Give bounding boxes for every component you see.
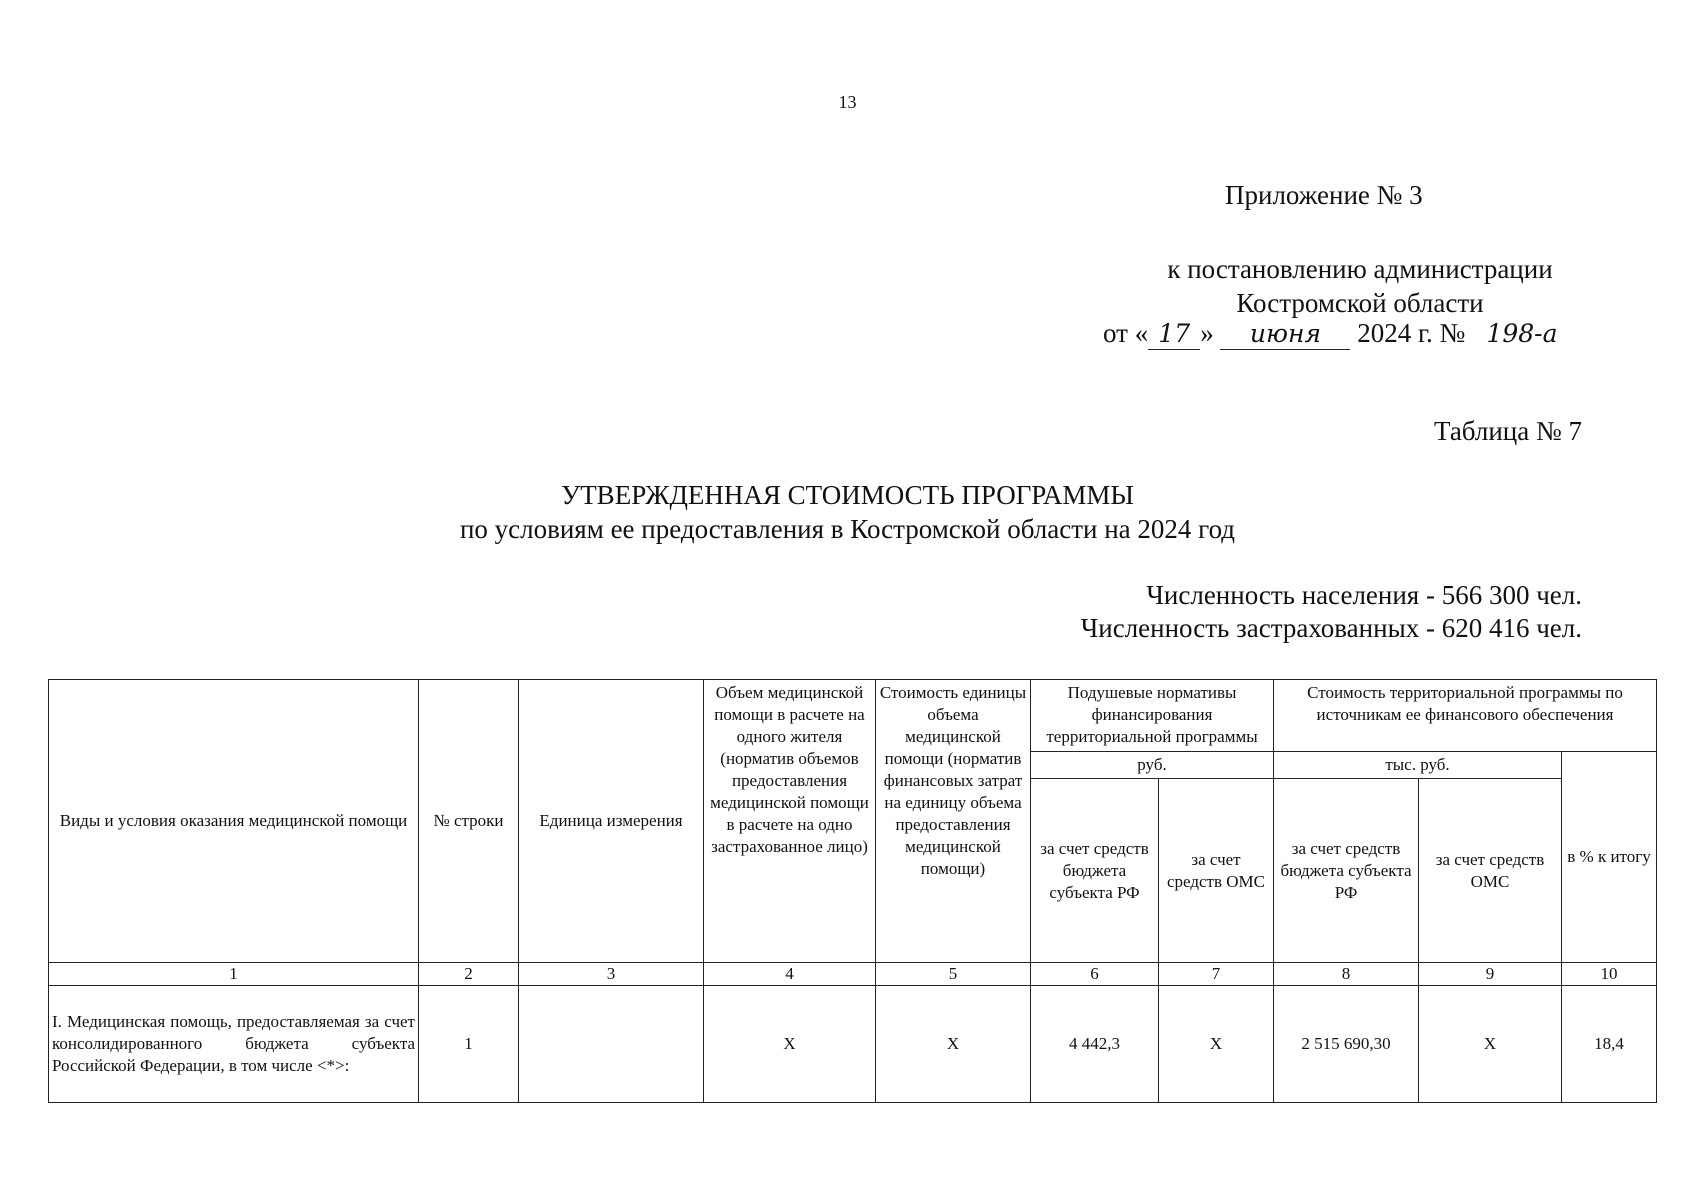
decree-line-2: Костромской области bbox=[1236, 288, 1484, 318]
table-row bbox=[49, 986, 1657, 1103]
row-name: I. Медицинская помощь, предоставляемая за счет консолидированного бюджета субъекта Российской Федерации, в том числе <*>: bbox=[49, 986, 419, 1103]
decree-date bbox=[1103, 318, 1572, 350]
population-total: Численность населения - 566 300 чел. bbox=[1146, 580, 1582, 610]
column-number-row bbox=[49, 963, 1657, 986]
header-budget-rf: за счет средств бюджета субъекта РФ bbox=[1031, 779, 1159, 963]
page-number: 13 bbox=[838, 92, 857, 112]
row-cost-budget: 2 515 690,30 bbox=[1274, 986, 1419, 1103]
row-number: 1 bbox=[419, 986, 519, 1103]
header-percent: в % к итогу bbox=[1562, 752, 1657, 963]
table-number: Таблица № 7 bbox=[1434, 416, 1582, 446]
row-percent: 18,4 bbox=[1562, 986, 1657, 1103]
handwritten-month: июня bbox=[1220, 319, 1350, 350]
header-per-capita: Подушевые нормативы финансирования территориальной программы bbox=[1031, 680, 1274, 752]
column-number: 5 bbox=[876, 963, 1031, 986]
row-cost-oms: X bbox=[1419, 986, 1562, 1103]
header-types: Виды и условия оказания медицинской помощи bbox=[49, 680, 419, 963]
column-number: 4 bbox=[704, 963, 876, 986]
header-row-number: № строки bbox=[419, 680, 519, 963]
decree-line-1: к постановлению администрации bbox=[1167, 254, 1553, 284]
column-number: 1 bbox=[49, 963, 419, 986]
row-cost: X bbox=[876, 986, 1031, 1103]
row-per-capita-oms: X bbox=[1159, 986, 1274, 1103]
column-number: 9 bbox=[1419, 963, 1562, 986]
header-cost: Стоимость единицы объема медицинской помощи (норматив финансовых затрат на единицу объема предоставления медицинской помощи) bbox=[876, 680, 1031, 963]
program-cost-table bbox=[48, 679, 1657, 1103]
column-number: 7 bbox=[1159, 963, 1274, 986]
column-number: 6 bbox=[1031, 963, 1159, 986]
handwritten-number: 198-а bbox=[1486, 319, 1558, 348]
column-number: 8 bbox=[1274, 963, 1419, 986]
header-oms-2: за счет средств ОМС bbox=[1419, 779, 1562, 963]
header-volume: Объем медицинской помощи в расчете на одного жителя (норматив объемов предоставления медицинской помощи в расчете на одно застрахованное лицо) bbox=[704, 680, 876, 963]
header-budget-rf-2: за счет средств бюджета субъекта РФ bbox=[1274, 779, 1419, 963]
column-number: 2 bbox=[419, 963, 519, 986]
handwritten-day: 17 bbox=[1148, 319, 1200, 350]
header-program-cost: Стоимость территориальной программы по источникам ее финансового обеспечения bbox=[1274, 680, 1657, 752]
header-rub: руб. bbox=[1031, 752, 1274, 779]
column-number: 10 bbox=[1562, 963, 1657, 986]
column-number: 3 bbox=[519, 963, 704, 986]
header-thous-rub: тыс. руб. bbox=[1274, 752, 1562, 779]
date-year: 2024 г. № bbox=[1357, 318, 1466, 348]
date-mid: » bbox=[1200, 318, 1214, 348]
row-unit bbox=[519, 986, 704, 1103]
document-subtitle: по условиям ее предоставления в Костромской области на 2024 год bbox=[459, 514, 1236, 544]
header-unit: Единица измерения bbox=[519, 680, 704, 963]
row-per-capita-budget: 4 442,3 bbox=[1031, 986, 1159, 1103]
population-insured: Численность застрахованных - 620 416 чел. bbox=[1080, 613, 1582, 643]
date-prefix: от « bbox=[1103, 318, 1149, 348]
header-oms: за счет средств ОМС bbox=[1159, 779, 1274, 963]
document-title: УТВЕРЖДЕННАЯ СТОИМОСТЬ ПРОГРАММЫ bbox=[561, 480, 1134, 510]
row-volume: X bbox=[704, 986, 876, 1103]
appendix-title: Приложение № 3 bbox=[1225, 180, 1423, 210]
